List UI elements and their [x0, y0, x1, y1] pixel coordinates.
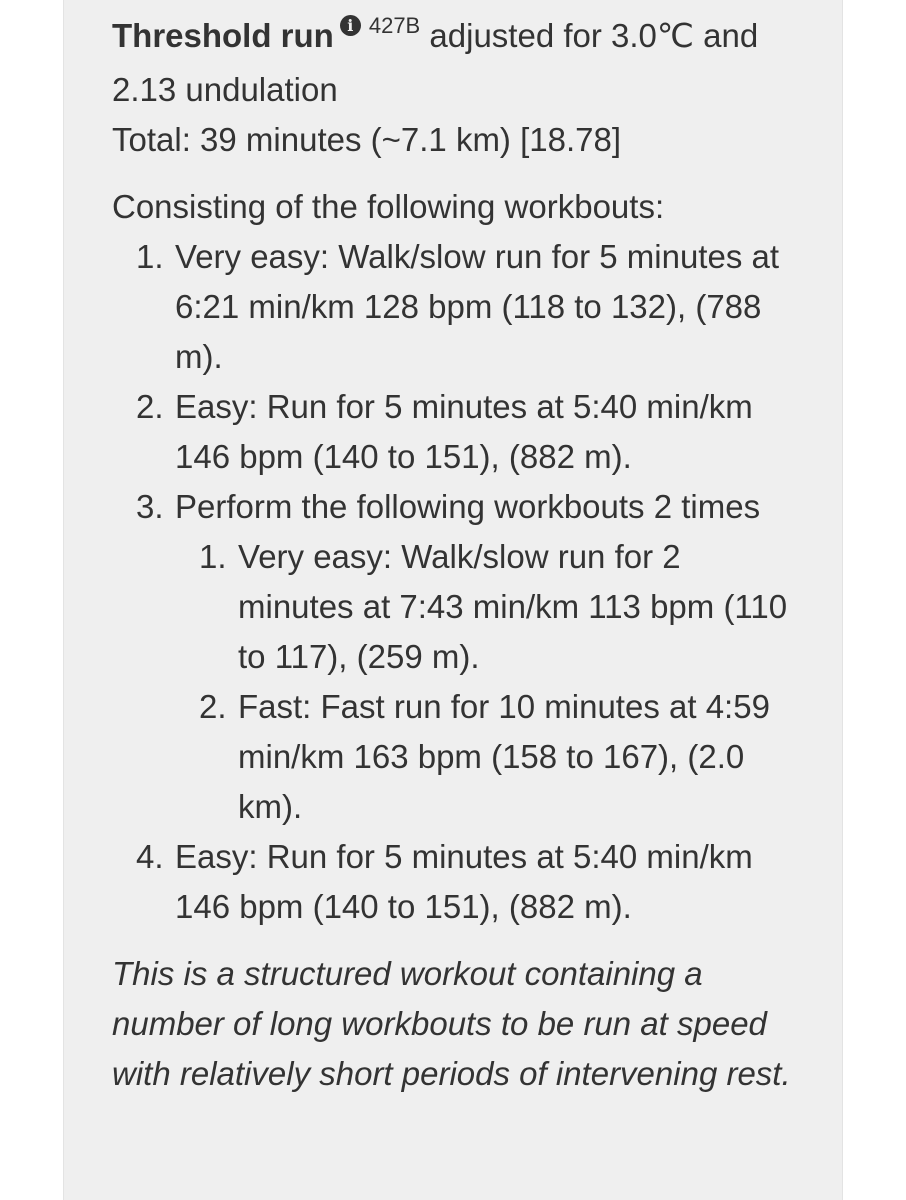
workbout-item	[112, 382, 802, 482]
workout-content	[112, 11, 802, 1099]
workout-score: 427B	[368, 13, 421, 38]
workbout-number: 3.	[136, 488, 164, 525]
workout-total: Total: 39 minutes (~7.1 km) [18.78]	[112, 121, 622, 158]
repeat-workbout-number: 2.	[199, 688, 227, 725]
repeat-workbout-item	[175, 532, 802, 682]
workbout-text: Very easy: Walk/slow run for 5 minutes at 6:21 min/km 128 bpm (118 to 132), (788 m).	[175, 238, 780, 375]
repeat-workbout-item	[175, 682, 802, 832]
workout-description: This is a structured workout containing a number of long workbouts to be run at speed with relatively short periods of intervening rest.	[112, 955, 791, 1092]
workout-title: Threshold run	[112, 17, 334, 54]
consisting-label: Consisting of the following workbouts:	[112, 188, 665, 225]
workbout-text: Perform the following workbouts 2 times	[175, 488, 761, 525]
repeat-workbout-text: Fast: Fast run for 10 minutes at 4:59 min/km 163 bpm (158 to 167), (2.0 km).	[238, 688, 770, 825]
adjusted-text: adjusted for 3.0℃ and 2.13 undulation	[112, 17, 759, 108]
workout-card	[63, 0, 843, 1200]
workout-header	[112, 11, 802, 115]
workbout-list	[112, 232, 802, 932]
repeat-workbout-text: Very easy: Walk/slow run for 2 minutes at 7:43 min/km 113 bpm (110 to 117), (259 m).	[238, 538, 788, 675]
repeat-workbout-number: 1.	[199, 538, 227, 575]
workbout-text: Easy: Run for 5 minutes at 5:40 min/km 146 bpm (140 to 151), (882 m).	[175, 388, 753, 475]
workbout-text: Easy: Run for 5 minutes at 5:40 min/km 146 bpm (140 to 151), (882 m).	[175, 838, 753, 925]
workbout-item	[112, 482, 802, 832]
workbout-number: 4.	[136, 838, 164, 875]
workbout-number: 2.	[136, 388, 164, 425]
workbout-item	[112, 832, 802, 932]
workbout-item	[112, 232, 802, 382]
workbout-number: 1.	[136, 238, 164, 275]
info-icon[interactable]: i	[340, 15, 361, 36]
repeat-workbout-list	[175, 532, 802, 832]
